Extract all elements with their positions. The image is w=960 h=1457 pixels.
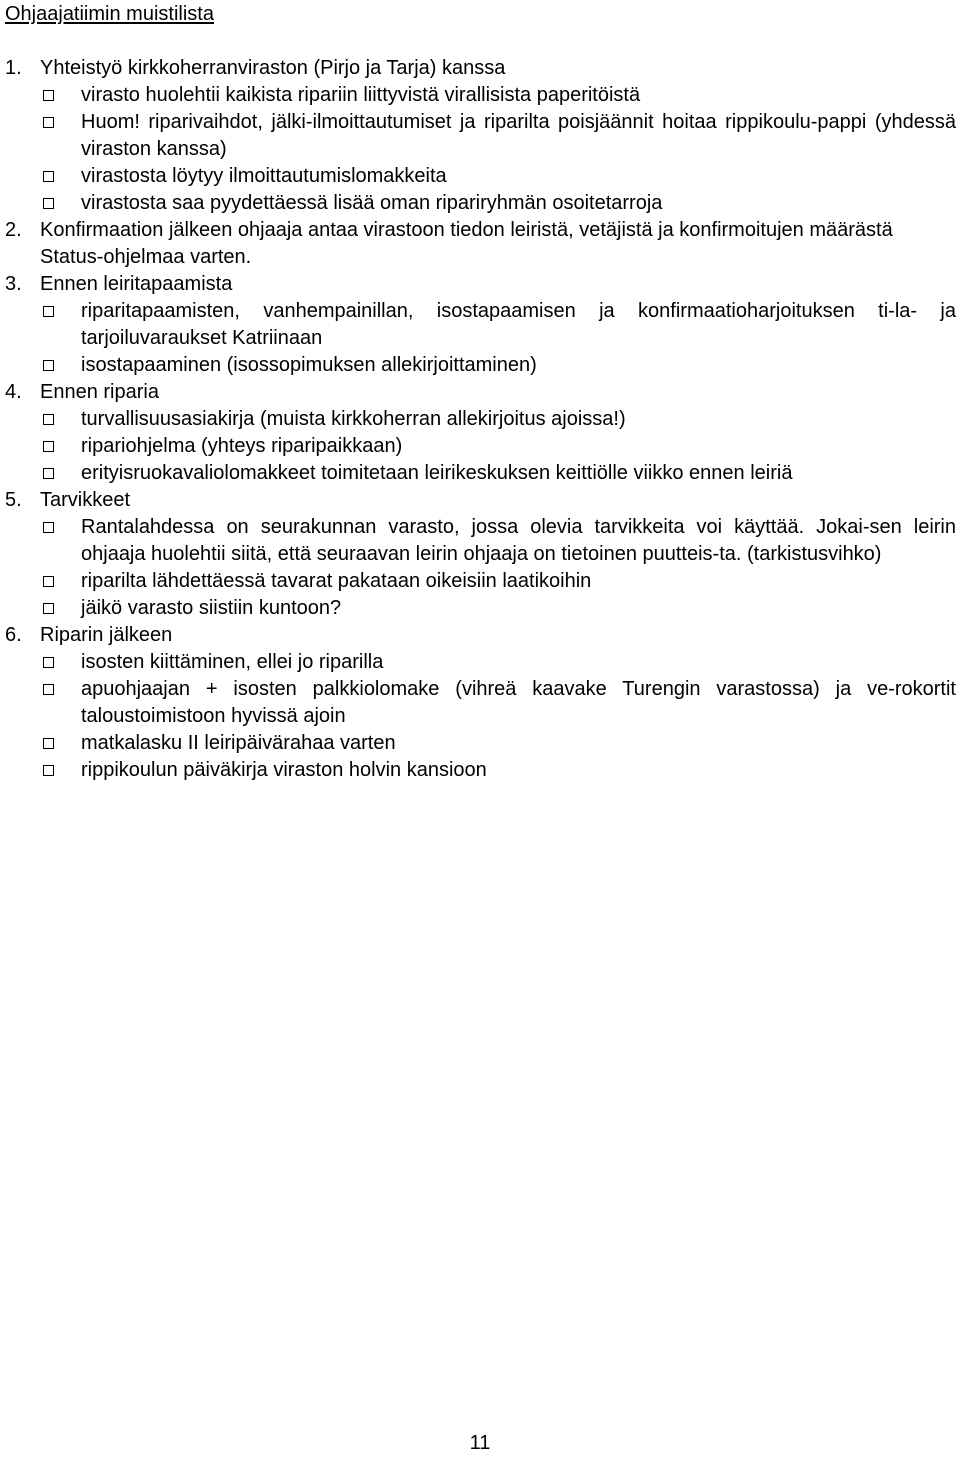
section-number: 6. bbox=[5, 624, 22, 646]
section-number: 2. bbox=[5, 219, 22, 241]
section-heading bbox=[0, 622, 960, 649]
checklist-item-text: erityisruokavaliolomakkeet toimitetaan leirikeskuksen keittiölle viikko ennen leiriä bbox=[81, 462, 793, 484]
checklist-item-text: jäikö varasto siistiin kuntoon? bbox=[81, 597, 342, 619]
checklist-items bbox=[0, 649, 960, 784]
checkbox-icon bbox=[43, 306, 54, 317]
section-heading bbox=[0, 487, 960, 514]
checklist-item-text: isostapaaminen (isossopimuksen allekirjoittaminen) bbox=[81, 354, 537, 376]
checklist-item bbox=[0, 514, 960, 568]
checklist-item bbox=[0, 163, 960, 190]
section-title: Riparin jälkeen bbox=[40, 624, 173, 646]
checklist-item-text: turvallisuusasiakirja (muista kirkkoherran allekirjoitus ajoissa!) bbox=[81, 408, 626, 430]
section-heading bbox=[0, 55, 960, 82]
checklist-item bbox=[0, 109, 960, 163]
checklist-item bbox=[0, 433, 960, 460]
checklist-item-text: matkalasku II leiripäivärahaa varten bbox=[81, 732, 396, 754]
checkbox-icon bbox=[43, 468, 54, 479]
checklist-item bbox=[0, 676, 960, 730]
checklist-item-text: riparilta lähdettäessä tavarat pakataan oikeisiin laatikoihin bbox=[81, 570, 592, 592]
checklist-item-text: virastosta löytyy ilmoittautumislomakkeita bbox=[81, 165, 447, 187]
section-title: Yhteistyö kirkkoherranviraston (Pirjo ja Tarja) kanssa bbox=[40, 57, 506, 79]
checkbox-icon bbox=[43, 603, 54, 614]
checklist-item bbox=[0, 595, 960, 622]
section-number: 5. bbox=[5, 489, 22, 511]
checklist-item-text: apuohjaajan + isosten palkkiolomake (vihreä kaavake Turengin varastossa) ja ve-rokortit taloustoimistoon hyvissä ajoin bbox=[81, 678, 956, 727]
checklist-items bbox=[0, 82, 960, 217]
checklist-item bbox=[0, 568, 960, 595]
checklist-item bbox=[0, 298, 960, 352]
page-number: 11 bbox=[469, 1432, 491, 1454]
checkbox-icon bbox=[43, 684, 54, 695]
checklist-items bbox=[0, 406, 960, 487]
checklist-item bbox=[0, 730, 960, 757]
checklist-item bbox=[0, 406, 960, 433]
checklist-section bbox=[0, 55, 960, 217]
checklist-item bbox=[0, 649, 960, 676]
section-number: 3. bbox=[5, 273, 22, 295]
checklist-item-text: rippikoulun päiväkirja viraston holvin kansioon bbox=[81, 759, 487, 781]
section-title: Tarvikkeet bbox=[40, 489, 131, 511]
checkbox-icon bbox=[43, 117, 54, 128]
checklist-item bbox=[0, 190, 960, 217]
checkbox-icon bbox=[43, 522, 54, 533]
checklist-item-text: Huom! riparivaihdot, jälki-ilmoittautumiset ja riparilta poisjäännit hoitaa rippikoulu-pappi (yhdessä viraston kanssa) bbox=[81, 111, 956, 160]
checklist-section bbox=[0, 379, 960, 487]
checkbox-icon bbox=[43, 171, 54, 182]
checklist-section bbox=[0, 487, 960, 622]
checkbox-icon bbox=[43, 576, 54, 587]
checkbox-icon bbox=[43, 90, 54, 101]
section-heading bbox=[0, 379, 960, 406]
section-number: 1. bbox=[5, 57, 22, 79]
checklist-item-text: Rantalahdessa on seurakunnan varasto, jossa olevia tarvikkeita voi käyttää. Jokai-sen leirin ohjaaja huolehtii siitä, että seuraavan leirin ohjaaja on tietoinen puutteis-ta. (tarkistusvihko) bbox=[81, 516, 956, 565]
checklist-item-text: virastosta saa pyydettäessä lisää oman ripariryhmän osoitetarroja bbox=[81, 192, 663, 214]
section-title: Ennen leiritapaamista bbox=[40, 273, 233, 295]
checklist-section bbox=[0, 217, 960, 271]
checklist-item-text: riparitapaamisten, vanhempainillan, isostapaamisen ja konfirmaatioharjoituksen ti-la- ja tarjoiluvaraukset Katriinaan bbox=[81, 300, 956, 349]
section-heading bbox=[0, 271, 960, 298]
checkbox-icon bbox=[43, 657, 54, 668]
checkbox-icon bbox=[43, 198, 54, 209]
section-number: 4. bbox=[5, 381, 22, 403]
section-heading bbox=[0, 217, 960, 271]
checklist-item-text: isosten kiittäminen, ellei jo riparilla bbox=[81, 651, 384, 673]
checklist-section bbox=[0, 622, 960, 784]
checklist bbox=[0, 55, 960, 784]
section-title: Ennen riparia bbox=[40, 381, 159, 403]
checklist-item bbox=[0, 757, 960, 784]
checkbox-icon bbox=[43, 414, 54, 425]
checklist-item-text: ripariohjelma (yhteys riparipaikkaan) bbox=[81, 435, 403, 457]
section-title: Konfirmaation jälkeen ohjaaja antaa virastoon tiedon leiristä, vetäjistä ja konfirmoitujen määrästä Status-ohjelmaa varten. bbox=[40, 219, 893, 268]
checkbox-icon bbox=[43, 738, 54, 749]
checkbox-icon bbox=[43, 441, 54, 452]
checklist-items bbox=[0, 298, 960, 379]
checklist-item-text: virasto huolehtii kaikista ripariin liittyvistä virallisista paperitöistä bbox=[81, 84, 641, 106]
checklist-item bbox=[0, 352, 960, 379]
document-title: Ohjaajatiimin muistilista bbox=[5, 3, 214, 25]
checklist-item bbox=[0, 460, 960, 487]
checkbox-icon bbox=[43, 360, 54, 371]
checklist-item bbox=[0, 82, 960, 109]
checklist-items bbox=[0, 514, 960, 622]
checklist-section bbox=[0, 271, 960, 379]
checkbox-icon bbox=[43, 765, 54, 776]
